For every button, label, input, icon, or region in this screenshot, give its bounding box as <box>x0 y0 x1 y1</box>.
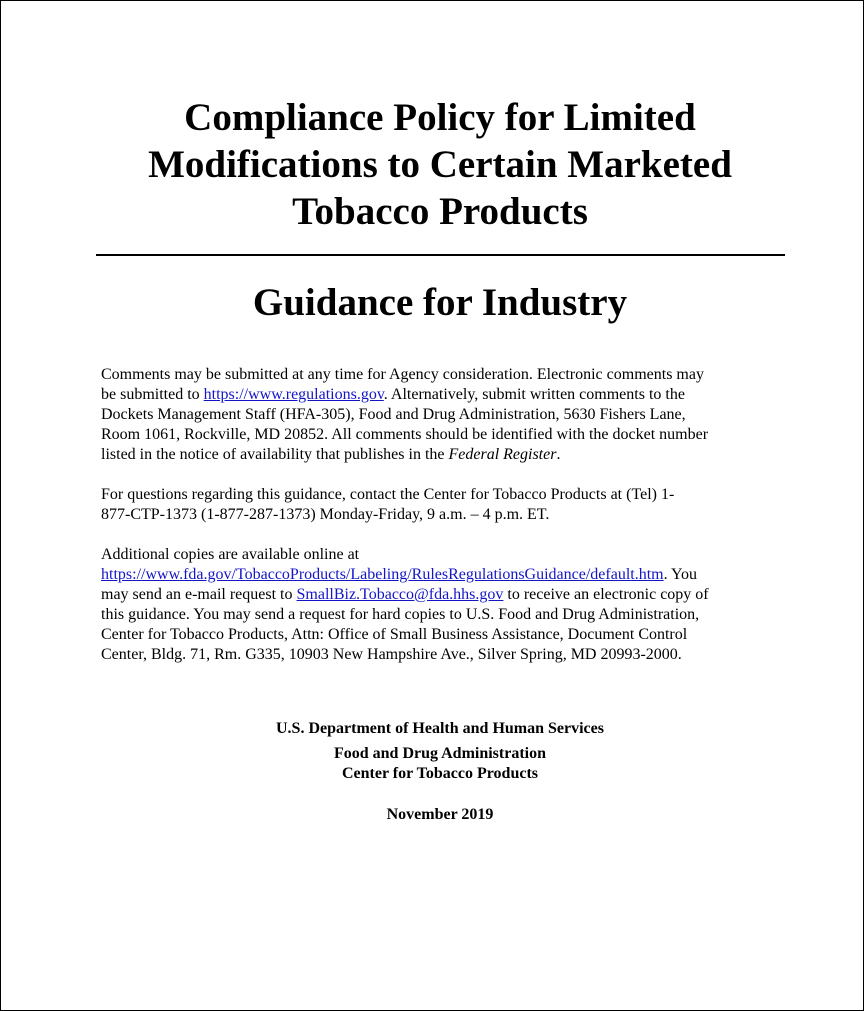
text-line: Dockets Management Staff (HFA-305), Food and Drug Administration, 5630 Fishers Lane, <box>101 406 686 423</box>
text-line: this guidance. You may send a request for hard copies to U.S. Food and Drug Administration, <box>101 606 700 623</box>
smallbiz-email-link[interactable]: SmallBiz.Tobacco@fda.hhs.gov <box>296 586 504 603</box>
text-line <box>101 445 791 465</box>
text-line: Center for Tobacco Products, Attn: Office of Small Business Assistance, Document Control <box>101 626 688 643</box>
text-line <box>101 385 791 405</box>
text-fragment: . You <box>663 566 697 583</box>
text-fragment: . <box>556 446 561 463</box>
document-body <box>101 365 791 685</box>
federal-register-italic: Federal Register <box>448 446 557 463</box>
text-line: For questions regarding this guidance, contact the Center for Tobacco Products at (Tel) 1- <box>101 486 675 503</box>
text-line: Center, Bldg. 71, Rm. G335, 10903 New Hampshire Ave., Silver Spring, MD 20993-2000. <box>101 646 682 663</box>
text-fragment: be submitted to <box>101 386 204 403</box>
text-line: 877-CTP-1373 (1-877-287-1373) Monday-Friday, 9 a.m. – 4 p.m. ET. <box>101 506 550 523</box>
copies-paragraph <box>101 545 791 665</box>
title-line-3: Tobacco Products <box>292 190 588 233</box>
publication-date: November 2019 <box>386 806 494 823</box>
text-fragment: listed in the notice of availability that publishes in the <box>101 446 449 463</box>
title-line-2: Modifications to Certain Marketed <box>148 143 732 186</box>
text-line <box>101 585 791 605</box>
document-title <box>1 94 864 235</box>
fda-guidance-link[interactable]: https://www.fda.gov/TobaccoProducts/Labeling/RulesRegulationsGuidance/default.htm <box>101 566 664 583</box>
text-fragment: to receive an electronic copy of <box>503 586 709 603</box>
text-line: Comments may be submitted at any time for Agency consideration. Electronic comments may <box>101 366 704 383</box>
agency-name: Food and Drug Administration <box>333 745 547 762</box>
comments-paragraph <box>101 365 791 465</box>
text-line <box>101 565 791 585</box>
issuer-block <box>1 719 864 825</box>
regulations-gov-link[interactable]: https://www.regulations.gov <box>203 386 384 403</box>
text-fragment: . Alternatively, submit written comments to the <box>383 386 685 403</box>
document-subtitle: Guidance for Industry <box>252 281 628 324</box>
text-fragment: may send an e-mail request to <box>101 586 297 603</box>
title-line-1: Compliance Policy for Limited <box>184 96 696 139</box>
text-line: Room 1061, Rockville, MD 20852. All comments should be identified with the docket number <box>101 426 709 443</box>
center-name: Center for Tobacco Products <box>342 765 538 782</box>
text-line: Additional copies are available online at <box>101 546 360 563</box>
contact-paragraph <box>101 485 791 525</box>
department-name: U.S. Department of Health and Human Services <box>276 720 604 737</box>
title-divider <box>96 254 785 256</box>
